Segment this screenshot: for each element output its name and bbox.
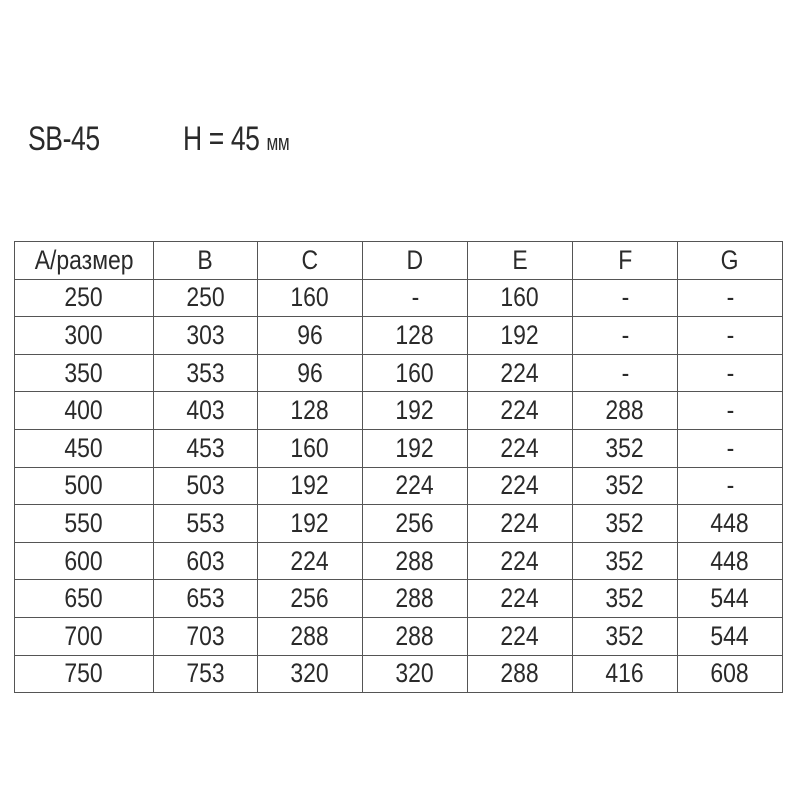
dimension-cell	[154, 505, 258, 543]
dimension-cell	[573, 392, 678, 430]
cell-value: 160	[395, 357, 435, 388]
cell-value: 416	[605, 658, 645, 689]
dimension-cell	[573, 505, 678, 543]
cell-value: 650	[64, 583, 104, 614]
table-header-row	[15, 242, 783, 280]
table-row	[15, 317, 783, 355]
table-row	[15, 392, 783, 430]
dimension-cell	[678, 505, 783, 543]
cell-value: -	[726, 395, 734, 426]
cell-value: 224	[500, 395, 540, 426]
size-cell	[15, 429, 154, 467]
dimension-cell	[678, 467, 783, 505]
dimension-cell	[258, 617, 363, 655]
dimension-cell	[258, 505, 363, 543]
column-header	[573, 242, 678, 280]
cell-value: 550	[64, 507, 104, 538]
cell-value: -	[726, 357, 734, 388]
dimension-cell	[154, 279, 258, 317]
height-spec	[183, 120, 289, 159]
dimension-cell	[678, 655, 783, 693]
dimension-cell	[468, 542, 573, 580]
dimension-cell	[468, 580, 573, 618]
cell-value: 96	[297, 319, 323, 350]
cell-value: 128	[395, 319, 435, 350]
dimension-cell	[678, 580, 783, 618]
cell-value: -	[726, 319, 734, 350]
dimension-cell	[468, 354, 573, 392]
column-header-label: B	[197, 244, 214, 275]
dimension-cell	[363, 354, 468, 392]
table-row	[15, 467, 783, 505]
cell-value: 400	[64, 395, 104, 426]
size-cell	[15, 317, 154, 355]
cell-value: 352	[605, 507, 645, 538]
column-header-label: A/размер	[34, 244, 134, 275]
dimension-cell	[363, 392, 468, 430]
dimension-cell	[468, 617, 573, 655]
dimension-cell	[363, 279, 468, 317]
cell-value: 352	[605, 583, 645, 614]
cell-value: 256	[290, 583, 330, 614]
dimension-cell	[258, 392, 363, 430]
cell-value: -	[726, 282, 734, 313]
cell-value: 453	[186, 432, 225, 463]
dimension-cell	[363, 617, 468, 655]
model-title: SB-45	[28, 120, 100, 158]
size-cell	[15, 392, 154, 430]
cell-value: 753	[186, 658, 225, 689]
cell-value: 192	[395, 395, 435, 426]
column-header	[154, 242, 258, 280]
cell-value: 544	[710, 583, 750, 614]
dimension-cell	[154, 580, 258, 618]
dimension-cell	[678, 542, 783, 580]
cell-value: 703	[186, 620, 225, 651]
dimension-cell	[573, 655, 678, 693]
cell-value: 192	[290, 507, 330, 538]
dimension-cell	[363, 580, 468, 618]
dimension-cell	[678, 354, 783, 392]
table-row	[15, 655, 783, 693]
dimension-cell	[258, 580, 363, 618]
cell-value: 256	[395, 507, 435, 538]
cell-value: 503	[186, 470, 225, 501]
cell-value: 553	[186, 507, 225, 538]
dimension-cell	[363, 505, 468, 543]
dimension-cell	[678, 617, 783, 655]
dimension-cell	[154, 392, 258, 430]
column-header	[15, 242, 154, 280]
cell-value: 192	[395, 432, 435, 463]
dimension-cell	[363, 317, 468, 355]
dimension-cell	[363, 467, 468, 505]
dimension-cell	[573, 429, 678, 467]
cell-value: 224	[500, 470, 540, 501]
cell-value: -	[621, 357, 629, 388]
cell-value: 250	[64, 282, 104, 313]
dimension-cell	[154, 467, 258, 505]
height-value: H = 45	[183, 120, 260, 158]
height-unit: мм	[266, 130, 290, 155]
dimension-cell	[573, 317, 678, 355]
cell-value: 352	[605, 545, 645, 576]
cell-value: 224	[500, 583, 540, 614]
cell-value: 700	[64, 620, 104, 651]
cell-value: 288	[395, 545, 435, 576]
table-body	[15, 279, 783, 693]
cell-value: 600	[64, 545, 104, 576]
cell-value: 608	[710, 658, 750, 689]
cell-value: -	[621, 282, 629, 313]
size-cell	[15, 354, 154, 392]
cell-value: -	[726, 432, 734, 463]
cell-value: 320	[395, 658, 435, 689]
dimension-cell	[678, 429, 783, 467]
dimension-cell	[258, 655, 363, 693]
cell-value: 288	[290, 620, 330, 651]
size-cell	[15, 542, 154, 580]
cell-value: 350	[64, 357, 104, 388]
cell-value: 160	[500, 282, 540, 313]
cell-value: -	[726, 470, 734, 501]
column-header-label: G	[721, 244, 739, 275]
size-cell	[15, 655, 154, 693]
dimension-cell	[258, 467, 363, 505]
dimension-cell	[573, 354, 678, 392]
cell-value: 128	[290, 395, 330, 426]
column-header-label: D	[406, 244, 424, 275]
column-header-label: C	[301, 244, 319, 275]
cell-value: 352	[605, 432, 645, 463]
cell-value: 224	[500, 545, 540, 576]
cell-value: 288	[500, 658, 540, 689]
table-row	[15, 580, 783, 618]
cell-value: 353	[186, 357, 225, 388]
dimension-cell	[468, 467, 573, 505]
cell-value: 500	[64, 470, 104, 501]
column-header	[258, 242, 363, 280]
cell-value: 160	[290, 282, 330, 313]
dimension-cell	[363, 429, 468, 467]
size-cell	[15, 279, 154, 317]
cell-value: 303	[186, 319, 225, 350]
cell-value: 288	[395, 583, 435, 614]
cell-value: 352	[605, 620, 645, 651]
dimensions-table	[14, 241, 783, 693]
dimension-cell	[468, 655, 573, 693]
dimension-cell	[258, 279, 363, 317]
cell-value: 448	[710, 507, 750, 538]
column-header-label: E	[512, 244, 528, 275]
cell-value: 224	[290, 545, 330, 576]
cell-value: 96	[297, 357, 323, 388]
column-header	[468, 242, 573, 280]
cell-value: -	[621, 319, 629, 350]
cell-value: 653	[186, 583, 225, 614]
cell-value: 224	[500, 620, 540, 651]
dimension-cell	[363, 655, 468, 693]
dimension-cell	[573, 617, 678, 655]
dimension-cell	[573, 279, 678, 317]
size-cell	[15, 580, 154, 618]
dimension-cell	[258, 542, 363, 580]
dimension-cell	[154, 655, 258, 693]
cell-value: 450	[64, 432, 104, 463]
column-header-label: F	[617, 244, 633, 275]
cell-value: -	[411, 282, 419, 313]
cell-value: 192	[500, 319, 540, 350]
table-row	[15, 354, 783, 392]
cell-value: 288	[605, 395, 645, 426]
cell-value: 403	[186, 395, 225, 426]
table-row	[15, 542, 783, 580]
dimension-cell	[154, 317, 258, 355]
cell-value: 448	[710, 545, 750, 576]
cell-value: 224	[500, 357, 540, 388]
cell-value: 544	[710, 620, 750, 651]
size-cell	[15, 617, 154, 655]
cell-value: 750	[64, 658, 104, 689]
dimension-cell	[363, 542, 468, 580]
cell-value: 224	[500, 507, 540, 538]
page-heading	[28, 120, 319, 170]
column-header	[678, 242, 783, 280]
dimension-cell	[154, 542, 258, 580]
dimension-cell	[468, 392, 573, 430]
dimension-cell	[258, 317, 363, 355]
size-cell	[15, 467, 154, 505]
table-row	[15, 429, 783, 467]
dimension-cell	[468, 279, 573, 317]
dimension-cell	[154, 429, 258, 467]
cell-value: 320	[290, 658, 330, 689]
table-row	[15, 505, 783, 543]
cell-value: 192	[290, 470, 330, 501]
cell-value: 224	[395, 470, 435, 501]
dimension-cell	[468, 505, 573, 543]
dimension-cell	[154, 617, 258, 655]
dimension-cell	[573, 542, 678, 580]
table-row	[15, 617, 783, 655]
dimension-cell	[154, 354, 258, 392]
cell-value: 603	[186, 545, 225, 576]
dimension-cell	[573, 580, 678, 618]
cell-value: 250	[186, 282, 225, 313]
dimension-cell	[468, 429, 573, 467]
cell-value: 288	[395, 620, 435, 651]
dimension-cell	[678, 317, 783, 355]
dimension-cell	[258, 354, 363, 392]
size-cell	[15, 505, 154, 543]
dimension-cell	[678, 279, 783, 317]
dimension-cell	[573, 467, 678, 505]
table-row	[15, 279, 783, 317]
cell-value: 352	[605, 470, 645, 501]
dimension-cell	[468, 317, 573, 355]
column-header	[363, 242, 468, 280]
dimension-cell	[678, 392, 783, 430]
cell-value: 300	[64, 319, 104, 350]
cell-value: 224	[500, 432, 540, 463]
cell-value: 160	[290, 432, 330, 463]
dimension-cell	[258, 429, 363, 467]
